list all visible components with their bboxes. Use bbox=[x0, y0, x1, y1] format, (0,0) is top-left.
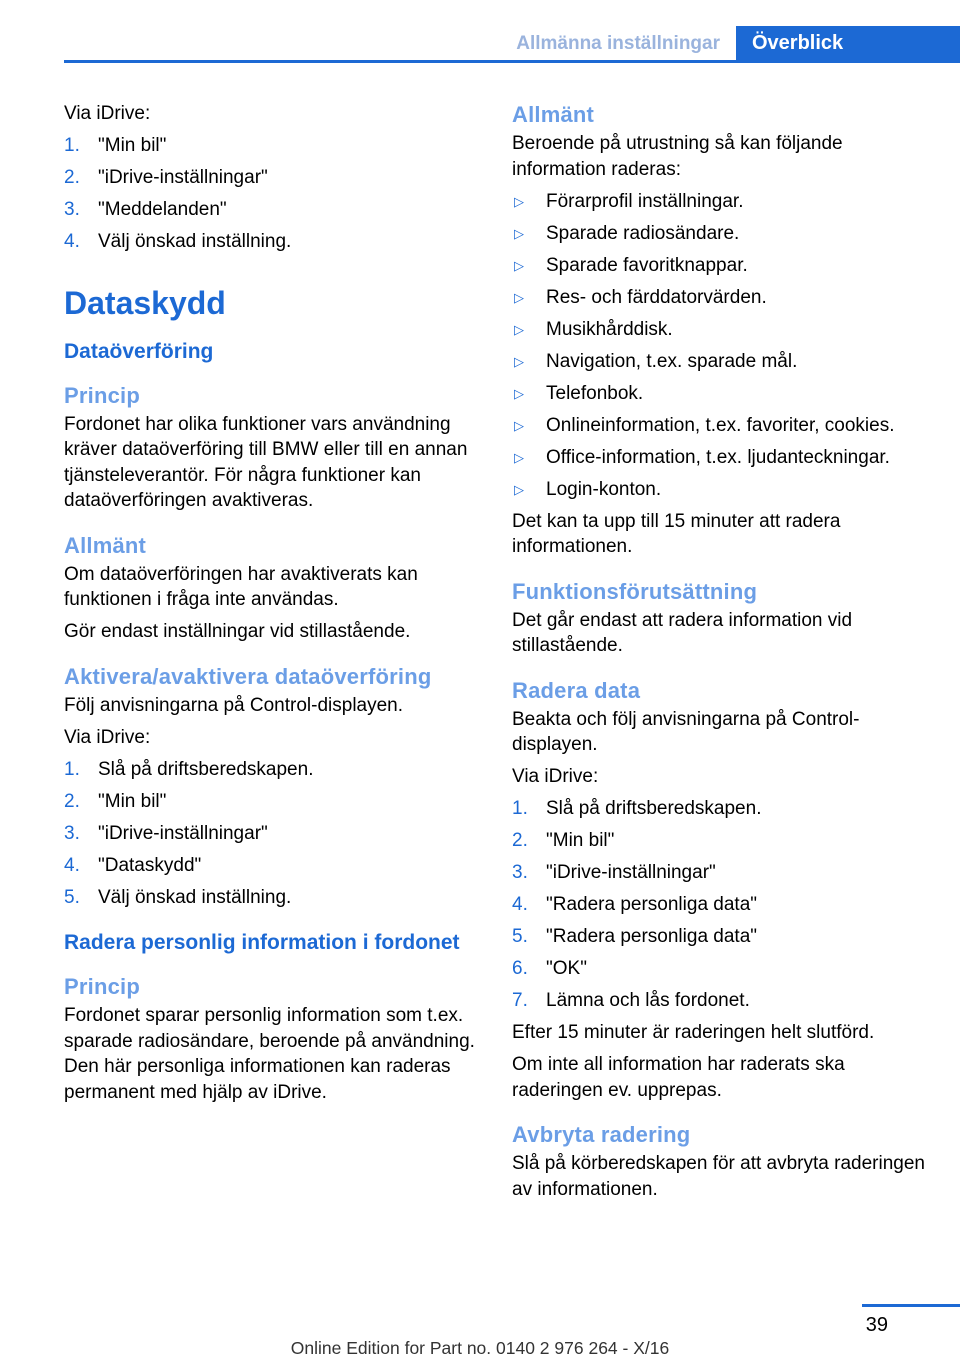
list-item: 7. Lämna och lås fordonet. bbox=[512, 990, 750, 1011]
paragraph-funktion: Det går endast att radera information vid stillastående. bbox=[512, 609, 853, 656]
paragraph-radera: Beakta och följ anvisningarna på Control-displayen. bbox=[512, 708, 860, 755]
paragraph-avbryta: Slå på körberedskapen för att avbryta raderingen av informationen. bbox=[512, 1153, 925, 1200]
header-tab-overview[interactable]: Överblick bbox=[736, 26, 960, 62]
list-item: ▷ Sparade favoritknappar. bbox=[512, 253, 932, 279]
intro-steps bbox=[64, 133, 484, 255]
footer-rule bbox=[862, 1304, 960, 1307]
paragraph-allmant-b: Gör endast inställningar vid stillastående. bbox=[64, 621, 411, 642]
list-item: 2. "Min bil" bbox=[512, 830, 615, 851]
list-item: ▷ Login-konton. bbox=[512, 477, 932, 503]
heading-princip: Princip bbox=[64, 382, 140, 408]
list-item: 5. Välj önskad inställning. bbox=[64, 886, 292, 908]
triangle-bullet-icon: ▷ bbox=[514, 481, 524, 497]
triangle-bullet-icon: ▷ bbox=[514, 353, 524, 369]
heading-dataskydd: Dataskydd bbox=[64, 284, 226, 321]
list-item: ▷ Navigation, t.ex. sparade mål. bbox=[512, 349, 932, 375]
page-number: 39 bbox=[865, 1314, 888, 1336]
triangle-bullet-icon: ▷ bbox=[514, 193, 524, 209]
list-item: 5. "Radera personliga data" bbox=[512, 926, 758, 947]
paragraph-aktivera: Följ anvisningarna på Control-displayen. bbox=[64, 694, 404, 716]
triangle-bullet-icon: ▷ bbox=[514, 417, 524, 433]
paragraph-allmant-2: Beroende på utrustning så kan följande information raderas: bbox=[512, 133, 843, 180]
heading-avbryta: Avbryta radering bbox=[512, 1122, 691, 1147]
list-item: 4. "Radera personliga data" bbox=[512, 894, 758, 915]
right-column bbox=[512, 101, 932, 1209]
heading-radera-personlig: Radera personlig information i fordonet bbox=[64, 931, 460, 954]
heading-radera-data: Radera data bbox=[512, 677, 641, 703]
list-item: 3. "Meddelanden" bbox=[64, 199, 227, 220]
left-column bbox=[64, 101, 484, 1112]
list-item: 6. "OK" bbox=[512, 958, 587, 979]
triangle-bullet-icon: ▷ bbox=[514, 321, 524, 337]
heading-funktionsforutsattning: Funktionsförutsättning bbox=[512, 578, 758, 604]
list-item: 3. "iDrive-inställningar" bbox=[512, 862, 716, 883]
header-section-title: Allmänna inställningar bbox=[516, 33, 720, 54]
via-idrive-label: Via iDrive: bbox=[512, 766, 599, 787]
list-item: 4. Välj önskad inställning. bbox=[64, 231, 292, 252]
list-item: ▷ Musikhårddisk. bbox=[512, 317, 932, 343]
steps-dataskydd bbox=[64, 757, 484, 911]
paragraph-princip: Fordonet har olika funktioner vars användning kräver dataöverföring till BMW eller till en annan tjänsteleverantör. För några funktioner kan dataöverföringen avaktiveras. bbox=[64, 413, 468, 511]
via-idrive-label: Via iDrive: bbox=[64, 726, 151, 748]
triangle-bullet-icon: ▷ bbox=[514, 449, 524, 465]
paragraph-princip-2: Fordonet sparar personlig information som t.ex. sparade radiosändare, beroende på användning. Den här personliga informationen kan raderas permanent med hjälp av iDrive. bbox=[64, 1005, 475, 1103]
list-item: ▷ Onlineinformation, t.ex. favoriter, cookies. bbox=[512, 413, 932, 439]
list-item: 2. "iDrive-inställningar" bbox=[64, 167, 268, 188]
list-item: 4. "Dataskydd" bbox=[64, 854, 202, 876]
list-item: 2. "Min bil" bbox=[64, 790, 167, 812]
heading-allmant: Allmänt bbox=[64, 532, 147, 558]
triangle-bullet-icon: ▷ bbox=[514, 225, 524, 241]
list-item: ▷ Telefonbok. bbox=[512, 381, 932, 407]
footer-edition: Online Edition for Part no. 0140 2 976 264 - X/16 bbox=[290, 1338, 670, 1358]
list-item: 1. Slå på driftsberedskapen. bbox=[64, 758, 314, 780]
triangle-bullet-icon: ▷ bbox=[514, 289, 524, 305]
list-item: 3. "iDrive-inställningar" bbox=[64, 822, 268, 844]
triangle-bullet-icon: ▷ bbox=[514, 257, 524, 273]
paragraph-allmant-a: Om dataöverföringen har avaktiverats kan funktionen i fråga inte användas. bbox=[64, 563, 418, 610]
bullet-list bbox=[512, 189, 932, 503]
list-item: 1. Slå på driftsberedskapen. bbox=[512, 798, 762, 819]
paragraph-tid: Det kan ta upp till 15 minuter att radera informationen. bbox=[512, 510, 841, 557]
steps-radera bbox=[512, 796, 932, 1014]
paragraph-om-inte: Om inte all information har raderats ska raderingen ev. upprepas. bbox=[512, 1054, 845, 1101]
heading-princip-2: Princip bbox=[64, 974, 140, 999]
triangle-bullet-icon: ▷ bbox=[514, 385, 524, 401]
list-item: ▷ Förarprofil inställningar. bbox=[512, 189, 932, 215]
list-item: ▷ Office-information, t.ex. ljudanteckningar. bbox=[512, 445, 932, 471]
list-item: ▷ Sparade radiosändare. bbox=[512, 221, 932, 247]
heading-aktivera: Aktivera/avaktivera dataöverföring bbox=[64, 663, 432, 689]
list-item: ▷ Res- och färddatorvärden. bbox=[512, 285, 932, 311]
list-item: 1. "Min bil" bbox=[64, 135, 167, 156]
paragraph-efter: Efter 15 minuter är raderingen helt slutförd. bbox=[512, 1022, 875, 1043]
heading-allmant-2: Allmänt bbox=[512, 102, 595, 127]
via-idrive-label: Via iDrive: bbox=[64, 103, 151, 124]
heading-dataoverforing: Dataöverföring bbox=[64, 339, 214, 363]
